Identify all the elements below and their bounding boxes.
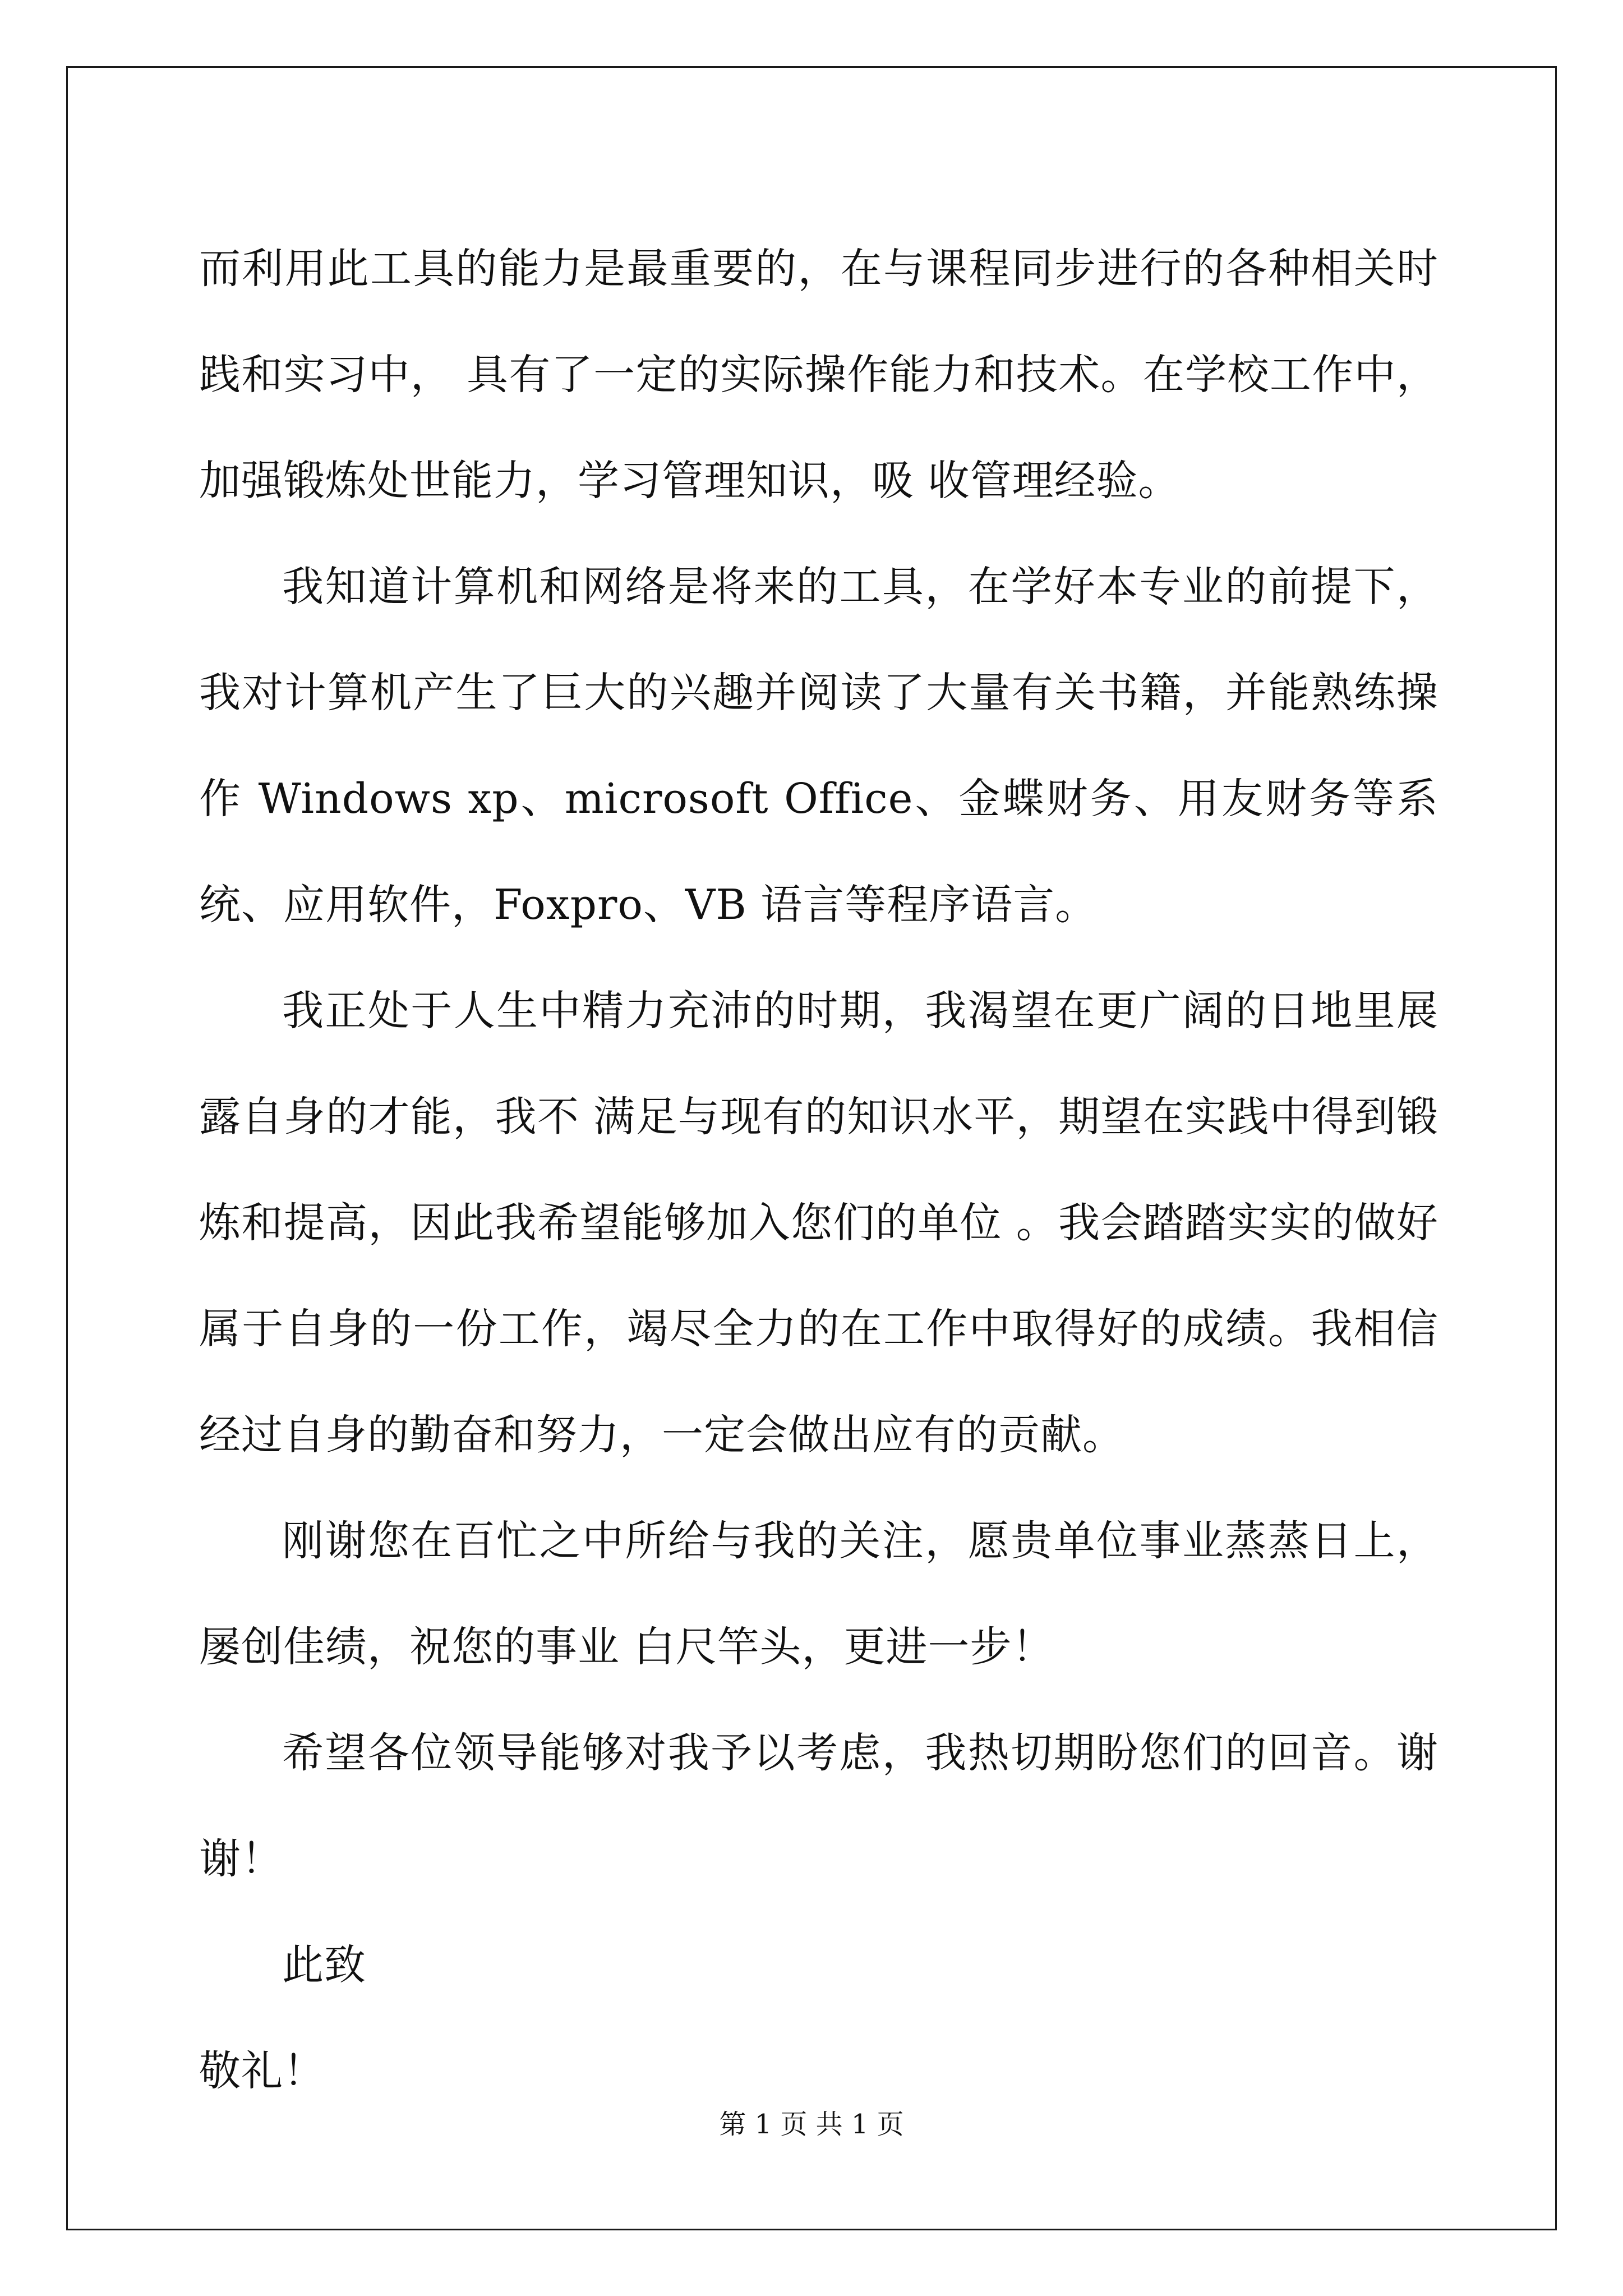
closing-salutation: 此致 (282, 1941, 366, 1989)
closing-regards: 敬礼！ (199, 2047, 325, 2095)
page-footer: 第 1 页 共 1 页 (719, 2109, 904, 2140)
document-body (199, 216, 1438, 2124)
paragraph-computer: 我知道计算机和网络是将来的工具，在学好本专业的前提下，我对计算机产生了巨大的兴趣并阅读了大量有关书籍，并能熟练操作 Windows xp、microsoft Office、金蝶财务、用友财务等系统、应用软件，Foxpro、VB 语言等程序语言。 (199, 563, 1438, 929)
paragraph-skills: 而利用此工具的能力是最重要的，在与课程同步进行的各种相关时践和实习中， 具有了一定的实际操作能力和技术。在学校工作中，加强锻炼处世能力，学习管理知识，吸 收管理经验。 (199, 245, 1438, 505)
paragraph-thanks: 刚谢您在百忙之中所给与我的关注，愿贵单位事业蒸蒸日上，屡创佳绩，祝您的事业 白尺竿头，更进一步！ (199, 1517, 1438, 1671)
paragraph-hope: 希望各位领导能够对我予以考虑，我热切期盼您们的回音。谢谢！ (199, 1729, 1438, 1883)
paragraph-ambition: 我正处于人生中精力充沛的时期，我渴望在更广阔的日地里展露自身的才能，我不 满足与现有的知识水平，期望在实践中得到锻炼和提高，因此我希望能够加入您们的单位 。我会踏踏实实的做好属于自身的一份工作，竭尽全力的在工作中取得好的成绩。我相信 经过自身的勤奋和努力，一定会做出应有的贡献。 (199, 987, 1438, 1459)
